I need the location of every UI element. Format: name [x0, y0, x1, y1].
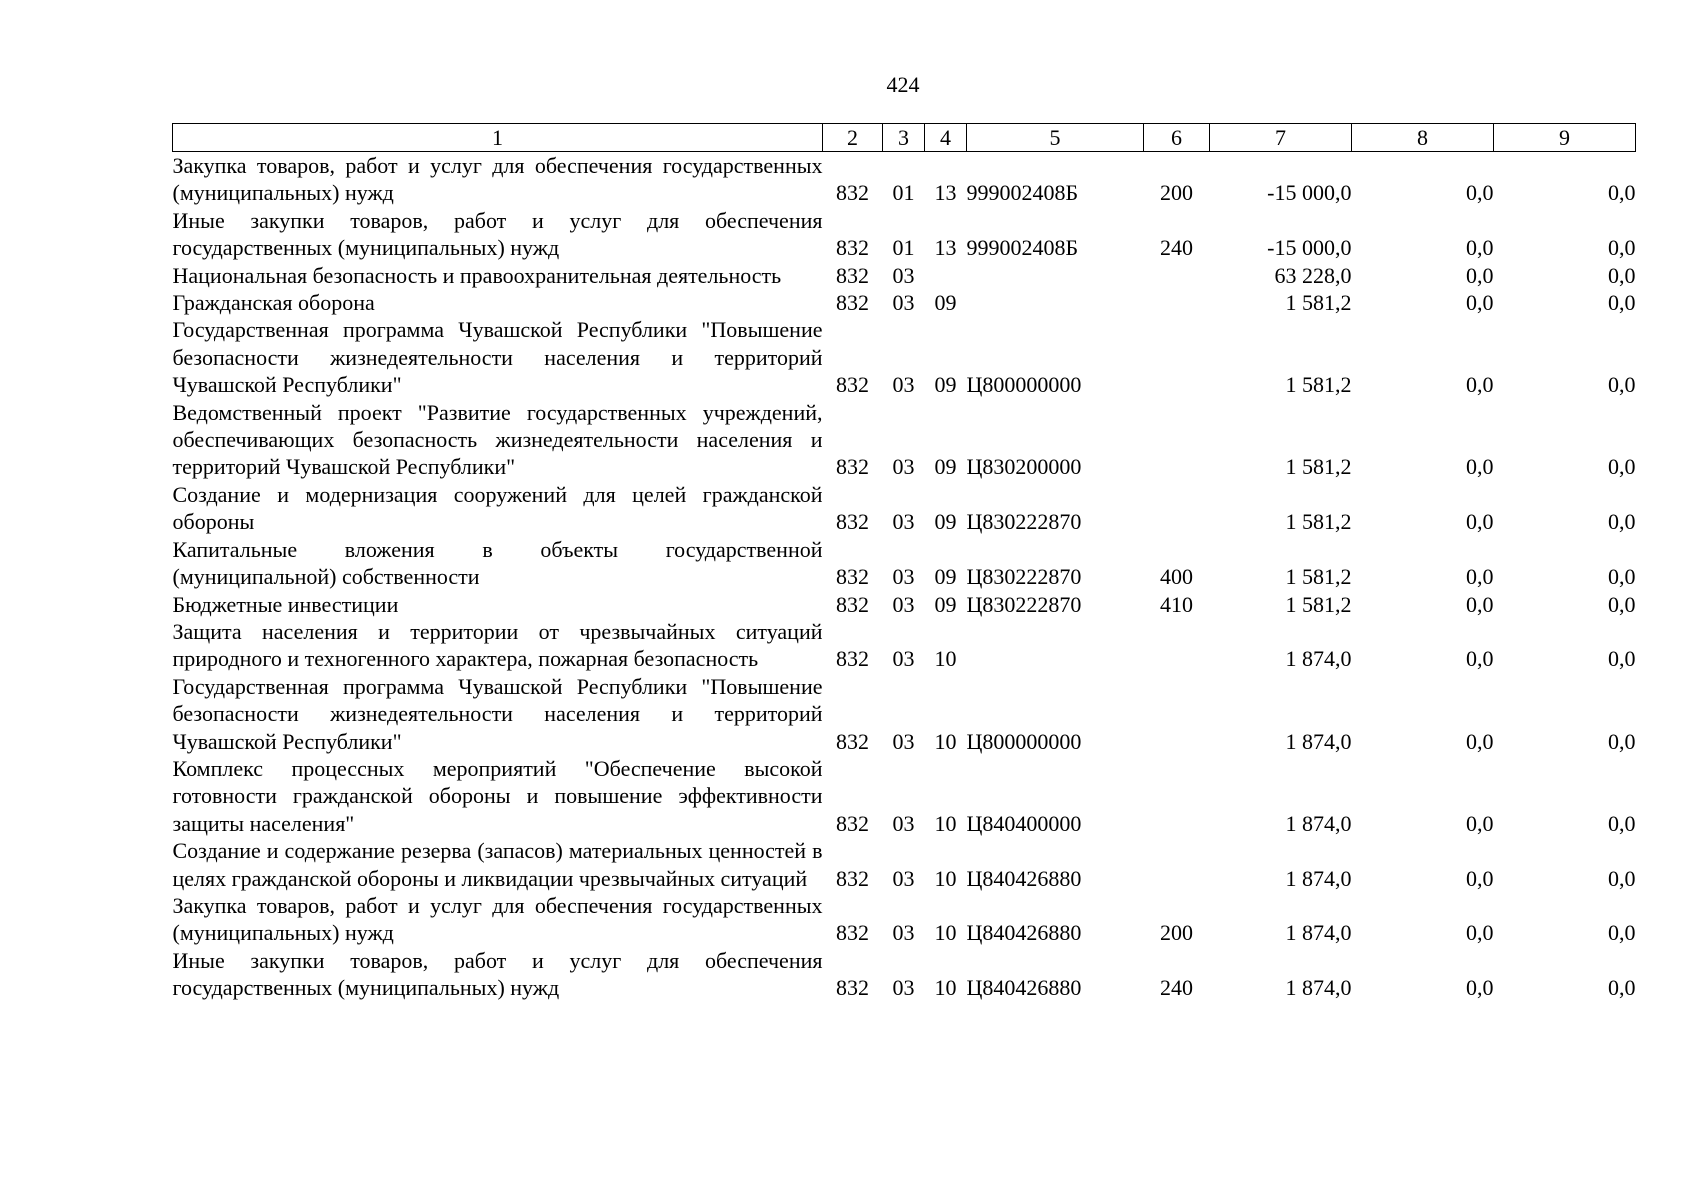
- amount-col7-cell: 1 581,2: [1285, 454, 1352, 480]
- amount-col8-cell: 0,0: [1466, 235, 1494, 261]
- item-name-cell: Закупка товаров, работ и услуг для обеспечения государственных (муниципальных) нужд: [172, 892, 823, 946]
- amount-col9-cell: 0,0: [1608, 290, 1636, 316]
- expense-type-code-cell: 410: [1160, 591, 1193, 617]
- administrator-code-cell: 832: [836, 865, 869, 891]
- item-name-cell: Иные закупки товаров, работ и услуг для обеспечения государственных (муниципальных) нужд: [172, 947, 823, 1001]
- amount-col9-cell: 0,0: [1608, 454, 1636, 480]
- administrator-code-cell: 832: [836, 509, 869, 535]
- amount-col8-cell: 0,0: [1466, 262, 1494, 288]
- amount-col7-cell: 1 874,0: [1285, 920, 1352, 946]
- amount-col7-cell: -15 000,0: [1267, 235, 1352, 261]
- header-cell-4: 4: [925, 124, 967, 152]
- target-article-code-cell: Ц840426880: [966, 975, 1082, 1001]
- subsection-code-cell: 10: [934, 646, 957, 672]
- administrator-code-cell: 832: [836, 454, 869, 480]
- amount-col9-cell: 0,0: [1608, 564, 1636, 590]
- section-code-cell: 03: [892, 920, 915, 946]
- subsection-code-cell: 09: [934, 509, 957, 535]
- section-code-cell: 01: [892, 235, 915, 261]
- subsection-code-cell: 09: [934, 454, 957, 480]
- item-name-cell: Создание и содержание резерва (запасов) материальных ценностей в целях гражданской обороны и ликвидации чрезвычайных ситуаций: [172, 838, 823, 891]
- section-code-cell: 03: [892, 646, 915, 672]
- amount-col8-cell: 0,0: [1466, 290, 1494, 316]
- section-code-cell: 03: [892, 591, 915, 617]
- target-article-code-cell: Ц840426880: [966, 920, 1082, 946]
- item-name-cell: Гражданская оборона: [172, 290, 375, 316]
- item-name-cell: Защита населения и территории от чрезвычайных ситуаций природного и техногенного характера, пожарная безопасность: [172, 618, 823, 672]
- table-row: [173, 289, 1636, 316]
- expense-type-code-cell: [1144, 316, 1210, 398]
- target-article-code-cell: Ц800000000: [966, 372, 1082, 398]
- amount-col9-cell: 0,0: [1608, 372, 1636, 398]
- expense-type-code-cell: 200: [1160, 920, 1193, 946]
- amount-col7-cell: 1 874,0: [1285, 975, 1352, 1001]
- expense-type-code-cell: [1144, 755, 1210, 837]
- table-row: [173, 591, 1636, 618]
- page-number: 424: [886, 72, 920, 97]
- target-article-code-cell: [967, 618, 1144, 673]
- administrator-code-cell: 832: [836, 262, 869, 288]
- amount-col9-cell: 0,0: [1608, 920, 1636, 946]
- subsection-code-cell: 09: [934, 290, 957, 316]
- target-article-code-cell: [967, 262, 1144, 289]
- administrator-code-cell: 832: [836, 810, 869, 836]
- item-name-cell: Капитальные вложения в объекты государственной (муниципальной) собственности: [172, 536, 823, 590]
- subsection-code-cell: 10: [934, 865, 957, 891]
- target-article-code-cell: 999002408Б: [966, 235, 1079, 261]
- amount-col7-cell: 1 874,0: [1285, 865, 1352, 891]
- item-name-cell: Бюджетные инвестиции: [172, 591, 399, 617]
- amount-col7-cell: -15 000,0: [1267, 180, 1352, 206]
- expense-type-code-cell: [1144, 837, 1210, 892]
- section-code-cell: 03: [892, 290, 915, 316]
- section-code-cell: 03: [892, 810, 915, 836]
- table-row: [173, 947, 1636, 1002]
- target-article-code-cell: Ц830222870: [966, 564, 1082, 590]
- amount-col7-cell: 1 581,2: [1285, 372, 1352, 398]
- header-cell-7: 7: [1210, 124, 1352, 152]
- administrator-code-cell: 832: [836, 290, 869, 316]
- expense-type-code-cell: [1144, 481, 1210, 536]
- amount-col8-cell: 0,0: [1466, 454, 1494, 480]
- table-row: [173, 481, 1636, 536]
- administrator-code-cell: 832: [836, 372, 869, 398]
- amount-col9-cell: 0,0: [1608, 180, 1636, 206]
- table-row: [173, 673, 1636, 755]
- table-body: [173, 152, 1636, 1002]
- expense-type-code-cell: [1144, 399, 1210, 481]
- header-row: [173, 124, 1636, 152]
- amount-col7-cell: 1 581,2: [1285, 591, 1352, 617]
- amount-col9-cell: 0,0: [1608, 591, 1636, 617]
- subsection-code-cell: 10: [934, 920, 957, 946]
- subsection-code-cell: 09: [934, 591, 957, 617]
- table-row: [173, 755, 1636, 837]
- amount-col8-cell: 0,0: [1466, 509, 1494, 535]
- amount-col8-cell: 0,0: [1466, 372, 1494, 398]
- item-name-cell: Создание и модернизация сооружений для целей гражданской обороны: [172, 481, 823, 535]
- header-cell-8: 8: [1352, 124, 1494, 152]
- amount-col9-cell: 0,0: [1608, 975, 1636, 1001]
- item-name-cell: Ведомственный проект "Развитие государственных учреждений, обеспечивающих безопасность жизнедеятельности населения и территорий Чувашской Республики": [172, 399, 823, 480]
- target-article-code-cell: 999002408Б: [966, 180, 1079, 206]
- section-code-cell: 03: [892, 564, 915, 590]
- section-code-cell: 03: [892, 509, 915, 535]
- table-row: [173, 262, 1636, 289]
- header-cell-3: 3: [883, 124, 925, 152]
- table-row: [173, 618, 1636, 673]
- item-name-cell: Иные закупки товаров, работ и услуг для обеспечения государственных (муниципальных) нужд: [172, 207, 823, 261]
- expense-type-code-cell: 200: [1160, 180, 1193, 206]
- expense-type-code-cell: [1144, 673, 1210, 755]
- subsection-code-cell: [925, 262, 967, 289]
- administrator-code-cell: 832: [836, 564, 869, 590]
- subsection-code-cell: 13: [934, 180, 957, 206]
- expense-type-code-cell: 240: [1160, 235, 1193, 261]
- item-name-cell: Государственная программа Чувашской Республики "Повышение безопасности жизнедеятельности населения и территорий Чувашской Республики": [172, 673, 823, 754]
- amount-col9-cell: 0,0: [1608, 646, 1636, 672]
- amount-col9-cell: 0,0: [1608, 728, 1636, 754]
- amount-col9-cell: 0,0: [1608, 262, 1636, 288]
- budget-table: [172, 123, 1636, 1002]
- amount-col8-cell: 0,0: [1466, 810, 1494, 836]
- target-article-code-cell: Ц840400000: [966, 810, 1082, 836]
- target-article-code-cell: Ц830222870: [966, 509, 1082, 535]
- amount-col7-cell: 1 874,0: [1285, 646, 1352, 672]
- table-row: [173, 207, 1636, 262]
- table-row: [173, 316, 1636, 398]
- amount-col7-cell: 1 581,2: [1285, 290, 1352, 316]
- section-code-cell: 03: [892, 975, 915, 1001]
- header-cell-2: 2: [823, 124, 883, 152]
- subsection-code-cell: 10: [934, 810, 957, 836]
- header-cell-6: 6: [1144, 124, 1210, 152]
- expense-type-code-cell: [1144, 289, 1210, 316]
- target-article-code-cell: Ц840426880: [966, 865, 1082, 891]
- section-code-cell: 03: [892, 728, 915, 754]
- administrator-code-cell: 832: [836, 646, 869, 672]
- table-row: [173, 536, 1636, 591]
- amount-col9-cell: 0,0: [1608, 865, 1636, 891]
- target-article-code-cell: Ц800000000: [966, 728, 1082, 754]
- table-row: [173, 399, 1636, 481]
- amount-col8-cell: 0,0: [1466, 920, 1494, 946]
- amount-col8-cell: 0,0: [1466, 180, 1494, 206]
- administrator-code-cell: 832: [836, 591, 869, 617]
- administrator-code-cell: 832: [836, 235, 869, 261]
- section-code-cell: 03: [892, 865, 915, 891]
- administrator-code-cell: 832: [836, 728, 869, 754]
- subsection-code-cell: 09: [934, 372, 957, 398]
- amount-col8-cell: 0,0: [1466, 564, 1494, 590]
- amount-col7-cell: 1 581,2: [1285, 564, 1352, 590]
- target-article-code-cell: Ц830200000: [966, 454, 1082, 480]
- amount-col8-cell: 0,0: [1466, 728, 1494, 754]
- subsection-code-cell: 13: [934, 235, 957, 261]
- section-code-cell: 03: [892, 372, 915, 398]
- amount-col7-cell: 1 874,0: [1285, 810, 1352, 836]
- item-name-cell: Государственная программа Чувашской Республики "Повышение безопасности жизнедеятельности населения и территорий Чувашской Республики": [172, 317, 823, 398]
- target-article-code-cell: Ц830222870: [966, 591, 1082, 617]
- amount-col8-cell: 0,0: [1466, 591, 1494, 617]
- item-name-cell: Национальная безопасность и правоохранительная деятельность: [172, 262, 782, 288]
- expense-type-code-cell: 240: [1160, 975, 1193, 1001]
- expense-type-code-cell: 400: [1160, 564, 1193, 590]
- section-code-cell: 03: [892, 262, 915, 288]
- table-row: [173, 152, 1636, 207]
- amount-col9-cell: 0,0: [1608, 810, 1636, 836]
- subsection-code-cell: 10: [934, 975, 957, 1001]
- subsection-code-cell: 10: [934, 728, 957, 754]
- expense-type-code-cell: [1144, 262, 1210, 289]
- amount-col7-cell: 1 581,2: [1285, 509, 1352, 535]
- header-cell-5: 5: [967, 124, 1144, 152]
- section-code-cell: 03: [892, 454, 915, 480]
- subsection-code-cell: 09: [934, 564, 957, 590]
- section-code-cell: 01: [892, 180, 915, 206]
- amount-col9-cell: 0,0: [1608, 509, 1636, 535]
- amount-col8-cell: 0,0: [1466, 975, 1494, 1001]
- administrator-code-cell: 832: [836, 180, 869, 206]
- administrator-code-cell: 832: [836, 920, 869, 946]
- table-row: [173, 837, 1636, 892]
- item-name-cell: Комплекс процессных мероприятий "Обеспечение высокой готовности гражданской обороны и повышение эффективности защиты населения": [172, 755, 823, 836]
- amount-col7-cell: 1 874,0: [1285, 728, 1352, 754]
- item-name-cell: Закупка товаров, работ и услуг для обеспечения государственных (муниципальных) нужд: [172, 153, 823, 206]
- table-row: [173, 892, 1636, 947]
- expense-type-code-cell: [1144, 618, 1210, 673]
- amount-col8-cell: 0,0: [1466, 865, 1494, 891]
- target-article-code-cell: [967, 289, 1144, 316]
- amount-col8-cell: 0,0: [1466, 646, 1494, 672]
- administrator-code-cell: 832: [836, 975, 869, 1001]
- header-cell-9: 9: [1494, 124, 1636, 152]
- amount-col9-cell: 0,0: [1608, 235, 1636, 261]
- header-cell-1: 1: [173, 124, 823, 152]
- amount-col7-cell: 63 228,0: [1274, 262, 1352, 288]
